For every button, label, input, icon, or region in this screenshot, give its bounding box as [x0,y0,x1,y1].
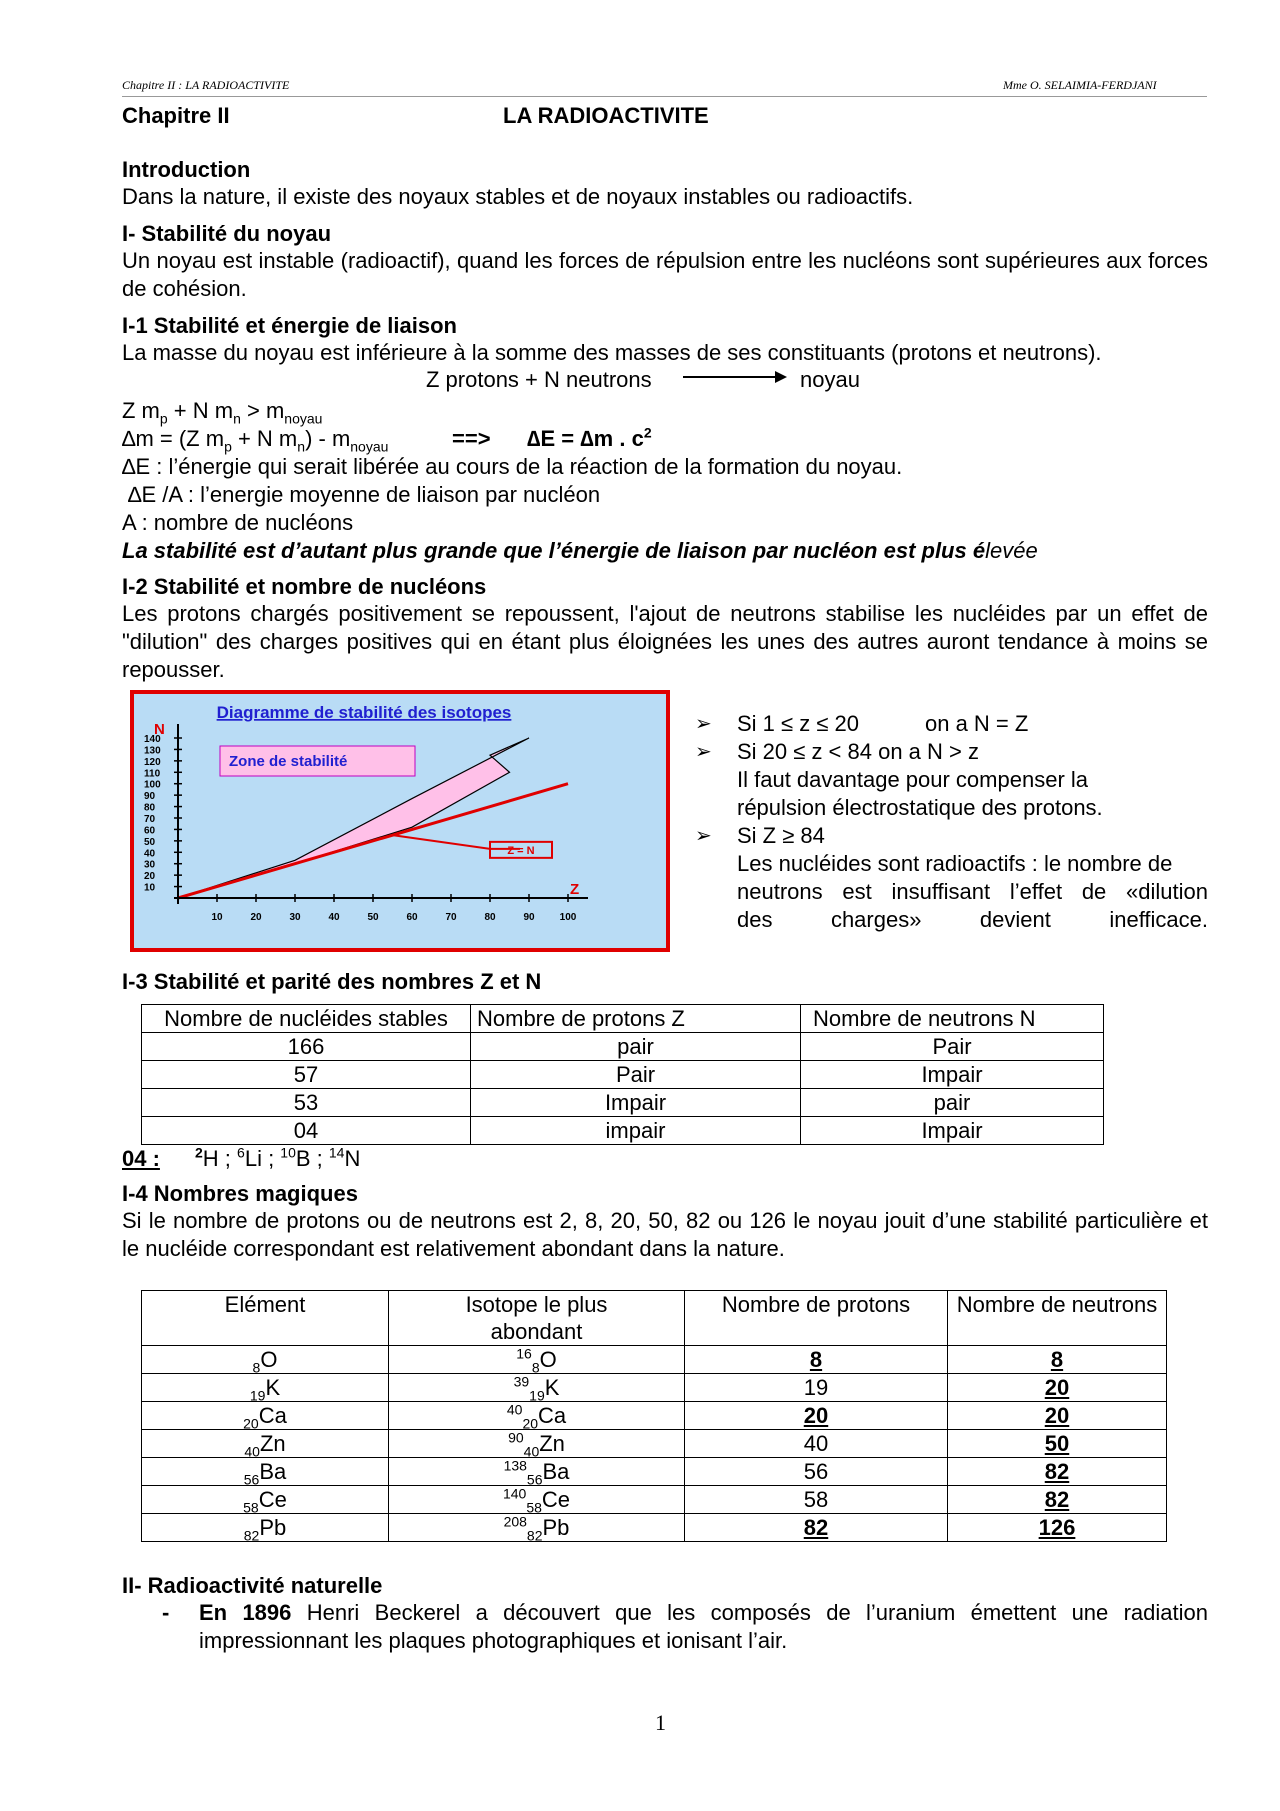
bullet-2-line-1: Il faut davantage pour compenser la [737,767,1089,792]
x-tick-label: 70 [445,912,457,923]
x-tick-label: 40 [328,912,340,923]
arrow-bullet-icon: ➢ [695,741,712,763]
s12-heading: I-2 Stabilité et nombre de nucléons [122,574,487,599]
table-header: Elément [142,1291,389,1346]
table-row [142,1061,1104,1089]
neutrons-cell: 8 [948,1346,1167,1374]
table-cell: 04 [142,1117,471,1145]
isotope-cell: $^{16}_8$O [389,1346,685,1374]
table-cell: Pair [801,1033,1104,1061]
s11-heading: I-1 Stabilité et énergie de liaison [122,313,457,338]
protons-cell: 19 [685,1374,948,1402]
neutrons-cell: 20 [948,1402,1167,1430]
deltaEA-definition: ∆E /A : l’energie moyenne de liaison par nucléon [128,482,601,507]
isotope-cell: $^{138}_{56}$Ba [389,1458,685,1486]
x-axis-label: Z [570,881,580,898]
reaction-left: Z protons + N neutrons [426,367,652,392]
isotope-cell: $^{140}_{58}$Ce [389,1486,685,1514]
table-row [142,1486,1167,1514]
element-cell: $_{40}$Zn [142,1430,389,1458]
x-tick-label: 60 [406,912,418,923]
table-row [142,1374,1167,1402]
s14-heading: I-4 Nombres magiques [122,1181,358,1206]
bullet-2-line-2: répulsion électrostatique des protons. [737,795,1103,820]
table-cell: Pair [471,1061,801,1089]
bullet-3-cond: Si Z ≥ 84 [737,823,825,848]
y-tick-label: 70 [144,814,156,825]
element-cell: $_{82}$Pb [142,1514,389,1542]
bullet-3-line-3: des charges» devient inefficace. [737,907,1208,932]
bullet-2-cond: Si 20 ≤ z < 84 on a N > z [737,739,979,764]
dash-bullet: - [162,1600,170,1625]
x-tick-label: 30 [289,912,301,923]
odd-odd-label: 04 : [122,1146,160,1171]
parity-table [141,1004,1104,1145]
arrow-bullet-icon: ➢ [695,713,712,735]
table-row [142,1430,1167,1458]
y-tick-label: 60 [144,825,156,837]
table-header: Nombre de nucléides stables [142,1005,471,1033]
odd-odd-nuclides: $^2$H ; $^6$Li ; $^{10}$B ; $^{14}$N [195,1144,361,1171]
table-row [142,1458,1167,1486]
protons-cell: 56 [685,1458,948,1486]
table-cell: 53 [142,1089,471,1117]
y-tick-label: 40 [144,848,156,860]
magic-table-body [142,1346,1167,1542]
neutrons-cell: 126 [948,1514,1167,1542]
intro-heading: Introduction [122,157,251,182]
y-tick-label: 30 [144,859,156,871]
running-header-right: Mme O. SELAIMIA-FERDJANI [1003,78,1157,92]
reaction-right: noyau [800,367,860,392]
table-cell: impair [471,1117,801,1145]
reaction-arrow [683,368,788,388]
x-tick-label: 50 [367,912,379,923]
z-equals-n-label: Z = N [507,844,535,857]
chart-title: Diagramme de stabilité des isotopes [216,703,512,722]
table-header: Nombre de neutrons [948,1291,1167,1346]
s2-text: En 1896 Henri Beckerel a découvert que les composés de l’uranium émettent une radiation impressionnant les plaques photographiques et ionisant l’air. [199,1600,1208,1653]
A-definition: A : nombre de nucléons [122,510,354,535]
neutrons-cell: 82 [948,1486,1167,1514]
isotope-cell: $^{39}_{19}$K [389,1374,685,1402]
protons-cell: 58 [685,1486,948,1514]
mass-inequality: Z $m_p + N$ $m_n > m_{noyau}$ [122,398,323,427]
element-cell: $_{20}$Ca [142,1402,389,1430]
table-row [142,1402,1167,1430]
arrow-bullet-icon: ➢ [695,825,712,847]
table-cell: 57 [142,1061,471,1089]
table-header: Nombre de protons [685,1291,948,1346]
table-row [142,1117,1104,1145]
table-header-row [142,1291,1167,1346]
magic-numbers-table [141,1290,1167,1542]
y-axis-label: N [154,721,165,738]
stability-chart [134,694,666,948]
x-tick-label: 10 [211,912,223,923]
element-cell: $_{19}$K [142,1374,389,1402]
y-tick-label: 50 [144,836,156,848]
table-row [142,1089,1104,1117]
bullet-1-cond: Si 1 ≤ z ≤ 20 [737,711,859,736]
header-divider [122,96,1207,97]
element-cell: $_8$O [142,1346,389,1374]
isotope-cell: $^{90}_{40}$Zn [389,1430,685,1458]
s2-heading: II- Radioactivité naturelle [122,1573,383,1598]
y-tick-label: 110 [144,768,161,780]
chapter-title: LA RADIOACTIVITE [503,103,709,128]
neutrons-cell: 20 [948,1374,1167,1402]
table-cell: 166 [142,1033,471,1061]
neutrons-cell: 50 [948,1430,1167,1458]
s1-heading: I- Stabilité du noyau [122,221,332,246]
y-tick-label: 90 [144,791,156,803]
protons-cell: 8 [685,1346,948,1374]
zone-label: Zone de stabilité [229,753,348,770]
intro-text: Dans la nature, il existe des noyaux stables et de noyaux instables ou radioactifs. [122,184,914,209]
table-cell: pair [471,1033,801,1061]
implies-arrow: ==> [452,426,491,451]
protons-cell: 82 [685,1514,948,1542]
deltaE-definition: ∆E : l’énergie qui serait libérée au cours de la réaction de la formation du noyau. [122,454,903,479]
y-tick-label: 120 [144,756,161,768]
page-number: 1 [655,1710,666,1735]
s14-text: Si le nombre de protons ou de neutrons est 2, 8, 20, 50, 82 ou 126 le noyau jouit d’une stabilité particulière et le nucléide correspondant est relativement abondant dans la nature. [122,1208,1208,1261]
x-tick-label: 90 [523,912,535,923]
bullet-3-line-2: neutrons est insuffisant l’effet de «dilution [737,879,1208,904]
stability-chart-frame [130,690,670,952]
y-tick-label: 10 [144,882,156,894]
isotope-cell: $^{208}_{82}$Pb [389,1514,685,1542]
table-row [142,1033,1104,1061]
y-tick-label: 130 [144,745,161,757]
neutrons-cell: 82 [948,1458,1167,1486]
table-cell: pair [801,1089,1104,1117]
running-header-left: Chapitre II : LA RADIOACTIVITE [122,78,290,92]
s11-text: La masse du noyau est inférieure à la somme des masses de ses constituants (protons et neutrons). [122,340,1102,365]
table-cell: Impair [471,1089,801,1117]
mass-defect-formula: ∆m = (Z $m_p + N$ $m_n) - m_{noyau}$ [122,426,389,455]
table-header: Nombre de neutrons N [801,1005,1104,1033]
x-tick-label: 100 [559,912,577,923]
table-row [142,1514,1167,1542]
y-tick-label: 80 [144,802,156,814]
table-cell: Impair [801,1061,1104,1089]
table-row [142,1346,1167,1374]
chapter-label: Chapitre II [122,103,230,128]
y-tick-label: 140 [144,734,161,745]
element-cell: $_{58}$Ce [142,1486,389,1514]
bullet-3-line-1: Les nucléides sont radioactifs : le nombre de [737,851,1173,876]
s12-text: Les protons chargés positivement se repoussent, l'ajout de neutrons stabilise les nucléides par un effet de "dilution" des charges positives qui en étant plus éloignées les unes des autres auront tendance à moins se repousser. [122,601,1208,682]
element-cell: $_{56}$Ba [142,1458,389,1486]
bullet-1-result: on a N = Z [925,711,1029,736]
s13-heading: I-3 Stabilité et parité des nombres Z et N [122,969,542,994]
table-cell: Impair [801,1117,1104,1145]
table-header: Nombre de protons Z [471,1005,801,1033]
x-tick-label: 80 [484,912,496,923]
protons-cell: 40 [685,1430,948,1458]
x-tick-label: 20 [250,912,262,923]
protons-cell: 20 [685,1402,948,1430]
table-header-row [142,1005,1104,1033]
table-header: Isotope le plus abondant [389,1291,685,1346]
s1-text: Un noyau est instable (radioactif), quand les forces de répulsion entre les nucléons sont supérieures aux forces de cohésion. [122,248,1208,301]
isotope-cell: $^{40}_{20}$Ca [389,1402,685,1430]
y-tick-label: 100 [144,779,161,791]
energy-formula: ∆E = ∆m . $c^2$ [527,424,652,451]
stability-conclusion: La stabilité est d’autant plus grande que l’énergie de liaison par nucléon est plus élevée [122,538,1038,563]
y-tick-label: 20 [144,871,156,883]
